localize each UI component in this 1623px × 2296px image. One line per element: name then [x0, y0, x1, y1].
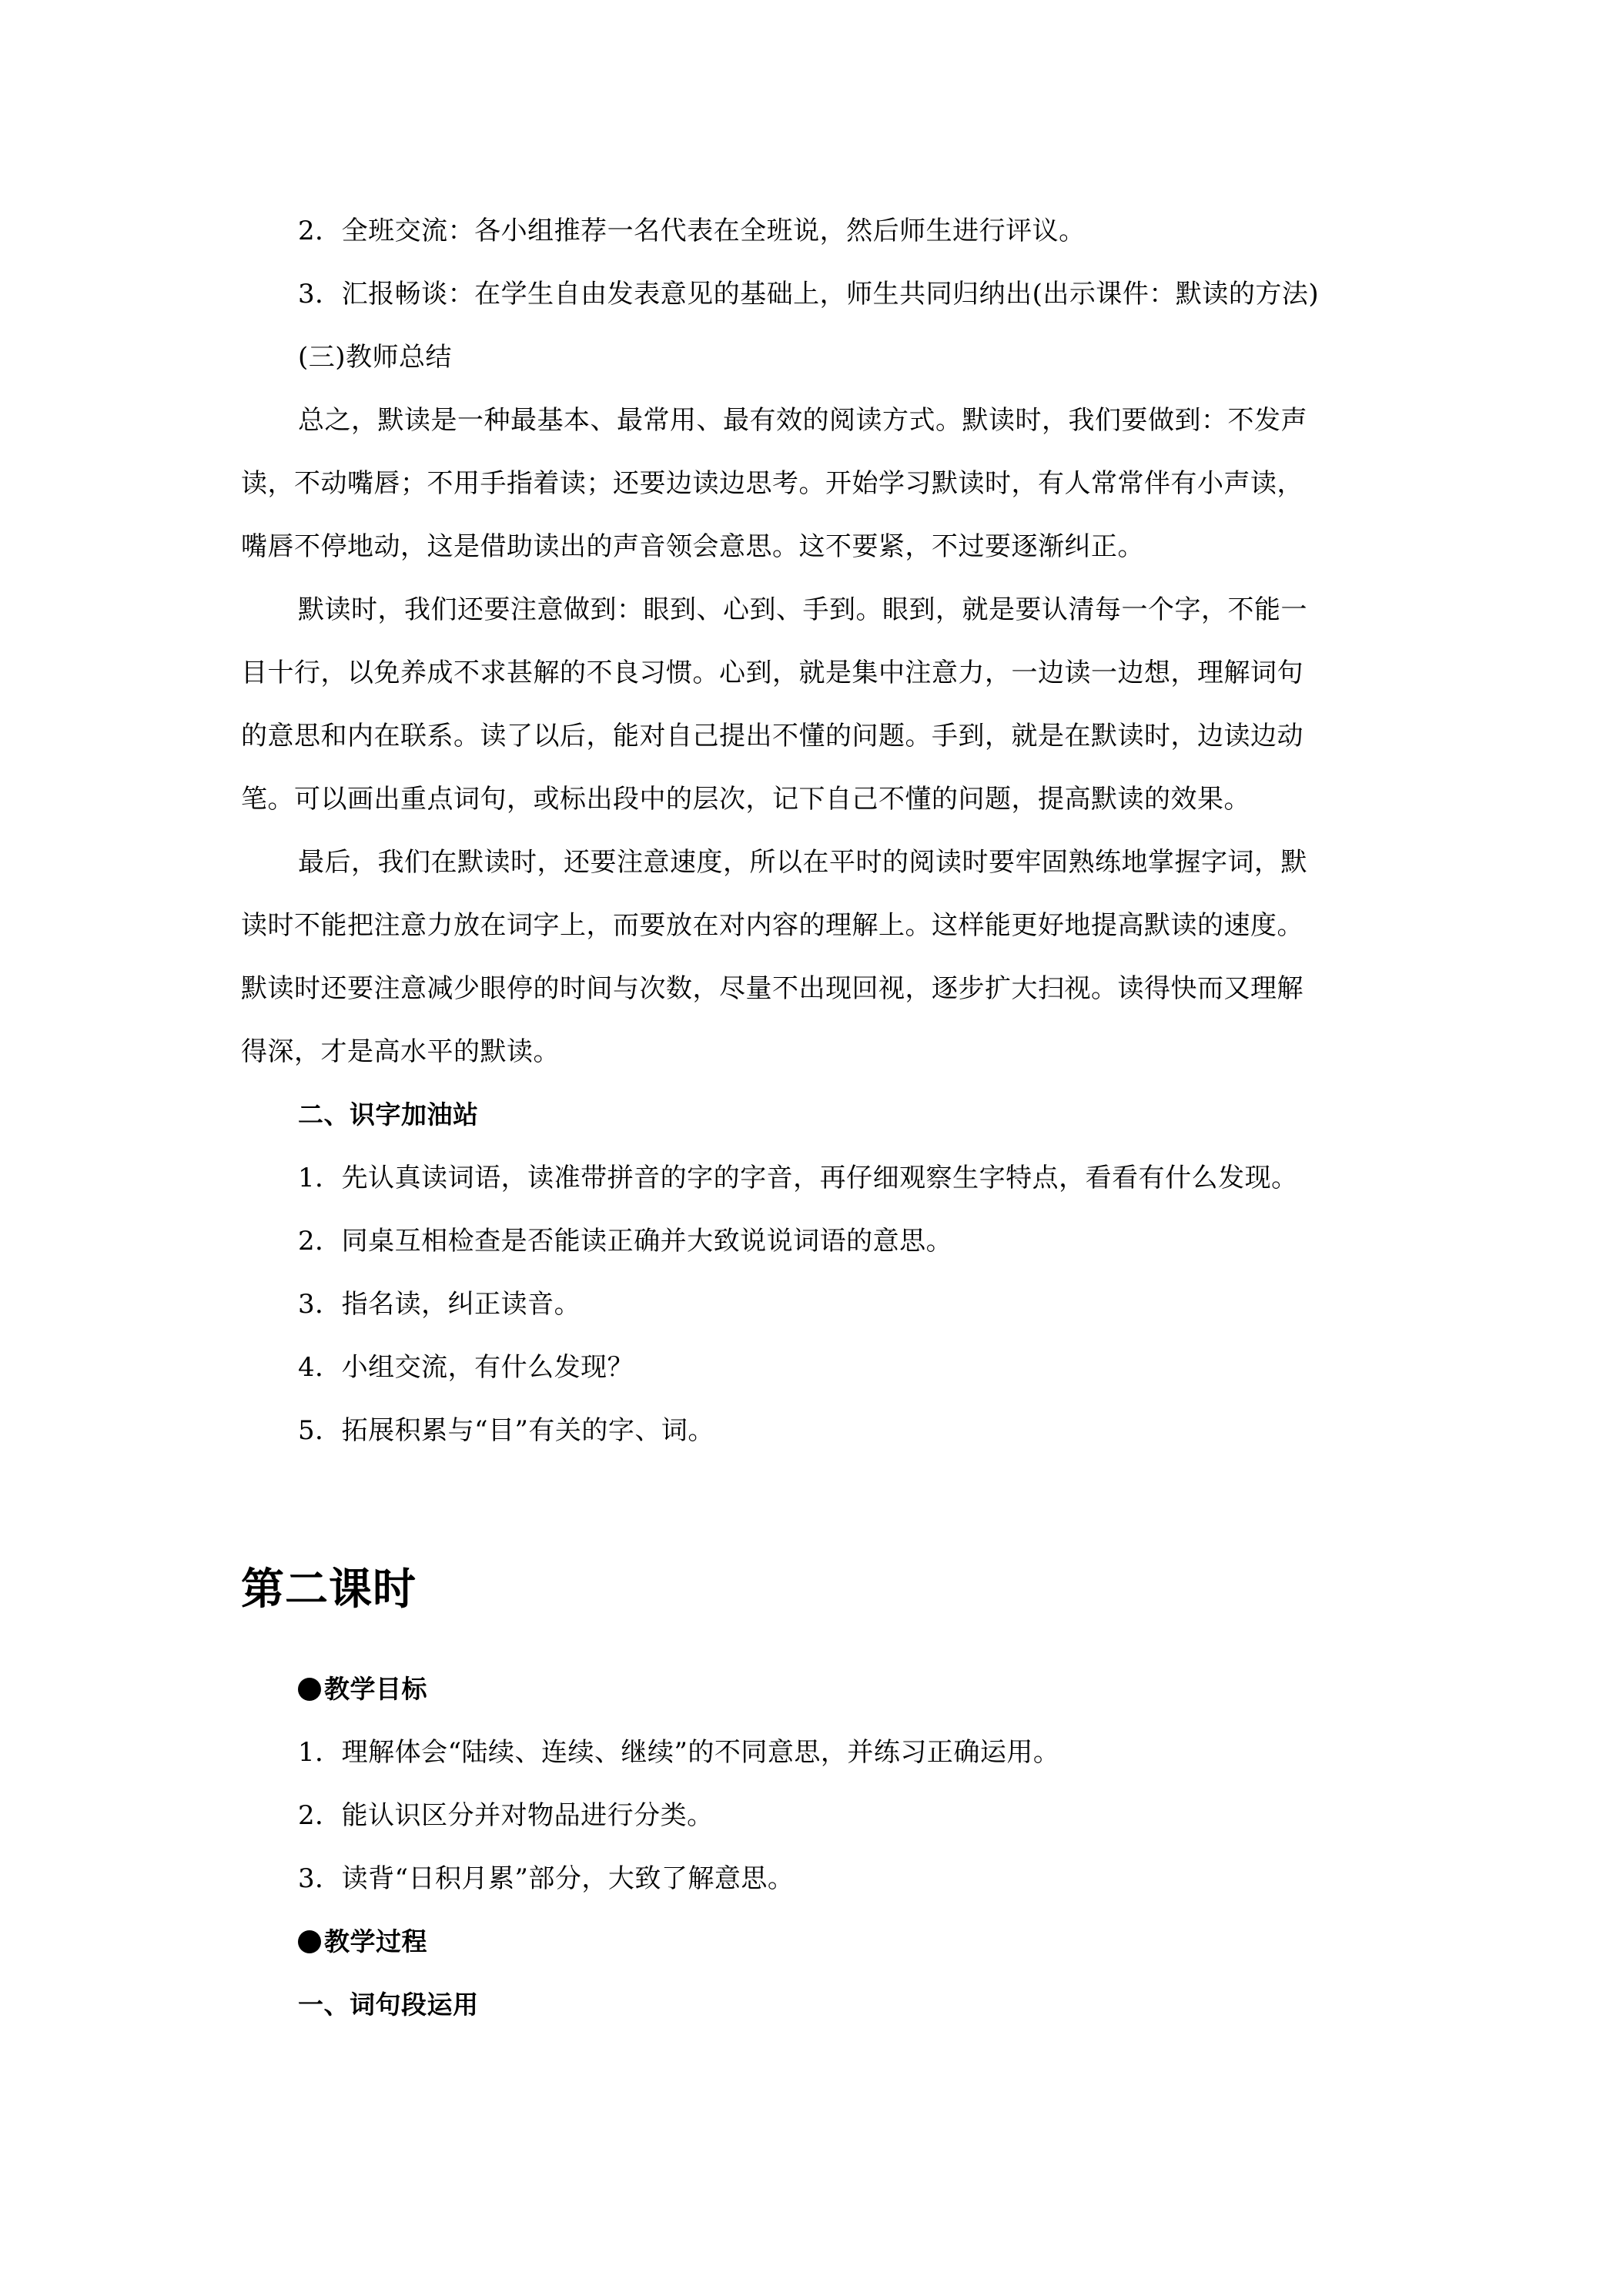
process-heading	[298, 1925, 427, 1959]
paragraph-line: 笔。可以画出重点词句，或标出段中的层次，记下自己不懂的问题，提高默读的效果。	[241, 784, 1250, 815]
list-item: 2．能认识区分并对物品进行分类。	[298, 1800, 714, 1831]
process-heading-label: 教学过程	[324, 1926, 427, 1956]
paragraph-line: 读，不动嘴唇；不用手指着读；还要边读边思考。开始学习默读时，有人常常伴有小声读，	[241, 468, 1303, 499]
list-item: 4．小组交流，有什么发现？	[298, 1352, 634, 1383]
list-item: 2．全班交流：各小组推荐一名代表在全班说，然后师生进行评议。	[298, 216, 1086, 246]
paragraph-line: 默读时，我们还要注意做到：眼到、心到、手到。眼到，就是要认清每一个字，不能一	[298, 594, 1307, 625]
paragraph-line: 读时不能把注意力放在词字上，而要放在对内容的理解上。这样能更好地提高默读的速度。	[241, 910, 1303, 941]
paragraph-line: 目十行，以免养成不求甚解的不良习惯。心到，就是集中注意力，一边读一边想，理解词句	[241, 658, 1303, 688]
goals-heading-label: 教学目标	[324, 1674, 427, 1704]
paragraph-line: 嘴唇不停地动，这是借助读出的声音领会意思。这不要紧，不过要逐渐纠正。	[241, 531, 1144, 562]
paragraph-line: 的意思和内在联系。读了以后，能对自己提出不懂的问题。手到，就是在默读时，边读边动	[241, 721, 1303, 751]
list-item: 5．拓展积累与“目”有关的字、词。	[298, 1415, 714, 1446]
list-item: 3．汇报畅谈：在学生自由发表意见的基础上，师生共同归纳出(出示课件：默读的方法)	[298, 279, 1320, 310]
list-item: 2．同桌互相检查是否能读正确并大致说说词语的意思。	[298, 1226, 953, 1257]
list-item: 1．先认真读词语，读准带拼音的字的字音，再仔细观察生字特点，看看有什么发现。	[298, 1163, 1298, 1193]
section-subheading: (三)教师总结	[298, 342, 453, 373]
section-heading: 一、词句段运用	[298, 1990, 479, 2020]
paragraph-line: 总之，默读是一种最基本、最常用、最有效的阅读方式。默读时，我们要做到：不发声	[298, 405, 1307, 436]
list-item: 1．理解体会“陆续、连续、继续”的不同意思，并练习正确运用。	[298, 1737, 1060, 1768]
bullet-icon	[298, 1930, 321, 1953]
paragraph-line: 得深，才是高水平的默读。	[241, 1036, 560, 1067]
paragraph-line: 默读时还要注意减少眼停的时间与次数，尽量不出现回视，逐步扩大扫视。读得快而又理解	[241, 973, 1303, 1004]
goals-heading	[298, 1672, 427, 1706]
paragraph-line: 最后，我们在默读时，还要注意速度，所以在平时的阅读时要牢固熟练地掌握字词，默	[298, 847, 1307, 878]
section-heading: 二、识字加油站	[298, 1099, 479, 1130]
list-item: 3．读背“日积月累”部分，大致了解意思。	[298, 1863, 795, 1894]
bullet-icon	[298, 1678, 321, 1701]
list-item: 3．指名读，纠正读音。	[298, 1289, 581, 1320]
lesson-title: 第二课时	[241, 1565, 417, 1615]
